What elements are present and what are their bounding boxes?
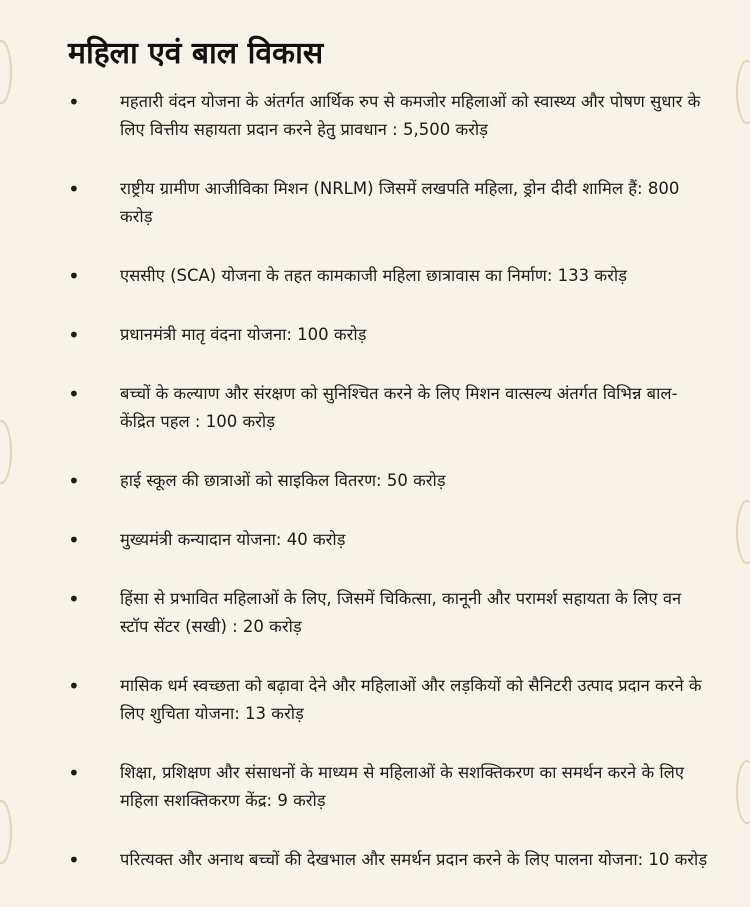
list-item [68,759,708,815]
bullet-icon: • [68,761,80,785]
list-item-text: शिक्षा, प्रशिक्षण और संसाधनों के माध्यम से महिलाओं के सशक्तिकरण का समर्थन करने के लिए महिला सशक्तिकरण केंद्र: 9 करोड़ [120,763,684,810]
list-item-text: मासिक धर्म स्वच्छता को बढ़ावा देने और महिलाओं और लड़कियों को सैनिटरी उत्पाद प्रदान करने के लिए शुचिता योजना: 13 करोड़ [120,676,702,723]
budget-list [68,88,708,874]
bullet-icon: • [68,323,80,347]
list-item-text: मुख्यमंत्री कन्यादान योजना: 40 करोड़ [120,530,346,549]
bullet-icon: • [68,587,80,611]
list-item-text: राष्ट्रीय ग्रामीण आजीविका मिशन (NRLM) जिसमें लखपति महिला, ड्रोन दीदी शामिल हैं: 800 करोड़ [120,179,680,226]
list-item-text: बच्चों के कल्याण और संरक्षण को सुनिश्चित करने के लिए मिशन वात्सल्य अंतर्गत विभिन्न बाल-केंद्रित पहल : 100 करोड़ [120,384,678,431]
bullet-icon: • [68,177,80,201]
list-item [68,585,708,641]
list-item-text: महतारी वंदन योजना के अंतर्गत आर्थिक रुप से कमजोर महिलाओं को स्वास्थ्य और पोषण सुधार के लिए वित्तीय सहायता प्रदान करने हेतु प्रावधान : 5,500 करोड़ [120,92,701,139]
bullet-icon: • [68,264,80,288]
right-ornament [736,0,750,907]
list-item [68,672,708,728]
document-page [68,30,708,905]
list-item-text: एससीए (SCA) योजना के तहत कामकाजी महिला छात्रावास का निर्माण: 133 करोड़ [120,266,627,285]
list-item [68,175,708,231]
list-item [68,88,708,144]
list-item [68,526,708,554]
bullet-icon: • [68,469,80,493]
page-title: महिला एवं बाल विकास [68,36,324,71]
list-item-text: परित्यक्त और अनाथ बच्चों की देखभाल और समर्थन प्रदान करने के लिए पालना योजना: 10 करोड़ [120,850,708,869]
bullet-icon: • [68,674,80,698]
list-item [68,467,708,495]
list-item [68,380,708,436]
list-item [68,846,708,874]
bullet-icon: • [68,382,80,406]
list-item-text: हाई स्कूल की छात्राओं को साइकिल वितरण: 50 करोड़ [120,471,446,490]
bullet-icon: • [68,90,80,114]
left-ornament [0,0,14,907]
list-item [68,321,708,349]
bullet-icon: • [68,848,80,872]
list-item-text: प्रधानमंत्री मातृ वंदना योजना: 100 करोड़ [120,325,367,344]
list-item-text: हिंसा से प्रभावित महिलाओं के लिए, जिसमें चिकित्सा, कानूनी और परामर्श सहायता के लिए वन स्टॉप सेंटर (सखी) : 20 करोड़ [120,589,682,636]
bullet-icon: • [68,528,80,552]
list-item [68,262,708,290]
